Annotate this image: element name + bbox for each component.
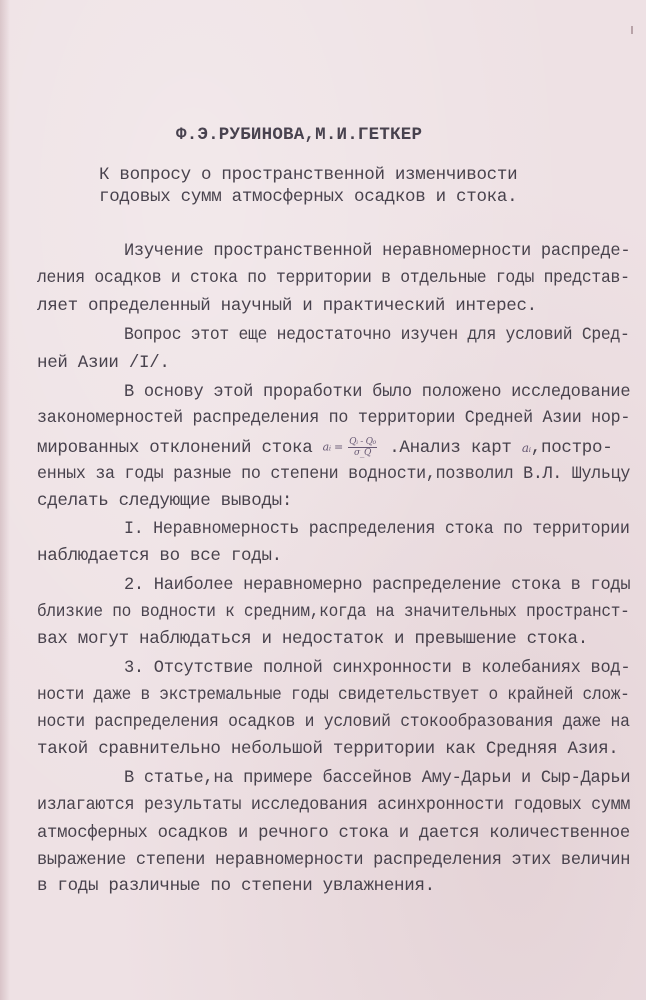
title-line-1: К вопросу о пространственной изменчивости [99, 165, 518, 185]
formula-lhs: aᵢ = [322, 440, 343, 454]
body-line: В статье,на примере бассейнов Аму-Дарьи и Сыр-Дарьи [124, 768, 631, 788]
body-line: вах могут наблюдаться и недостаток и превышение стока. [37, 629, 588, 649]
formula [323, 437, 379, 458]
conclusion-1-line: I. Неравномерность распределения стока по территории [124, 519, 630, 539]
body-line: ности даже в экстремальные годы свидетельствует о крайней слож- [37, 685, 630, 705]
body-line: выражение степени неравномерности распределения этих величин [37, 850, 631, 870]
body-line: ней Азии /I/. [37, 353, 170, 373]
formula-denominator: σ_Q [354, 448, 372, 458]
body-line: сделать следующие выводы: [37, 491, 293, 511]
body-line: близкие по водности к средним,когда на значительных пространст- [37, 602, 630, 622]
body-line: наблюдается во все годы. [37, 546, 282, 566]
map-symbol: aᵢ [521, 441, 531, 456]
body-line: Вопрос этот еще недостаточно изучен для условий Сред- [124, 325, 630, 345]
margin-mark [631, 26, 633, 34]
body-line: в годы различные по степени увлажнения. [37, 876, 435, 896]
body-line: атмосферных осадков и речного стока и дается количественное [37, 823, 630, 843]
body-text: .Анализ карт [389, 438, 512, 459]
body-text: ,постро- [530, 438, 613, 459]
title-line-2: годовых сумм атмосферных осадков и стока. [99, 187, 518, 207]
page-edge-shadow [0, 0, 10, 1000]
conclusion-3-line: 3. Отсутствие полной синхронности в колебаниях вод- [124, 658, 631, 678]
body-line: В основу этой проработки было положено исследование [124, 382, 631, 402]
formula-numerator: Qᵢ - Q₀ [349, 437, 376, 447]
authors: Ф.Э.РУБИНОВА,М.И.ГЕТКЕР [176, 125, 423, 145]
body-text: мированных отклонений стока [37, 438, 313, 459]
body-line: закономерностей распределения по территории Средней Азии нор- [37, 408, 631, 428]
body-line: Изучение пространственной неравномерности распреде- [124, 241, 631, 261]
body-line: излагаются результаты исследования асинхронности годовых сумм [37, 795, 631, 815]
body-line: ности распределения осадков и условий стокообразования даже на [37, 712, 630, 732]
body-line: енных за годы разные по степени водности,позволил В.Л. Шульцу [37, 464, 631, 484]
body-line: ляет определенный научный и практический интерес. [37, 296, 537, 316]
conclusion-2-line: 2. Наиболее неравномерно распределение стока в годы [124, 575, 631, 595]
body-line: ления осадков и стока по территории в отдельные годы представ- [37, 268, 630, 288]
formula-fraction [348, 437, 377, 458]
body-line-with-formula [37, 437, 612, 458]
body-line: такой сравнительно небольшой территории как Средняя Азия. [37, 739, 619, 759]
